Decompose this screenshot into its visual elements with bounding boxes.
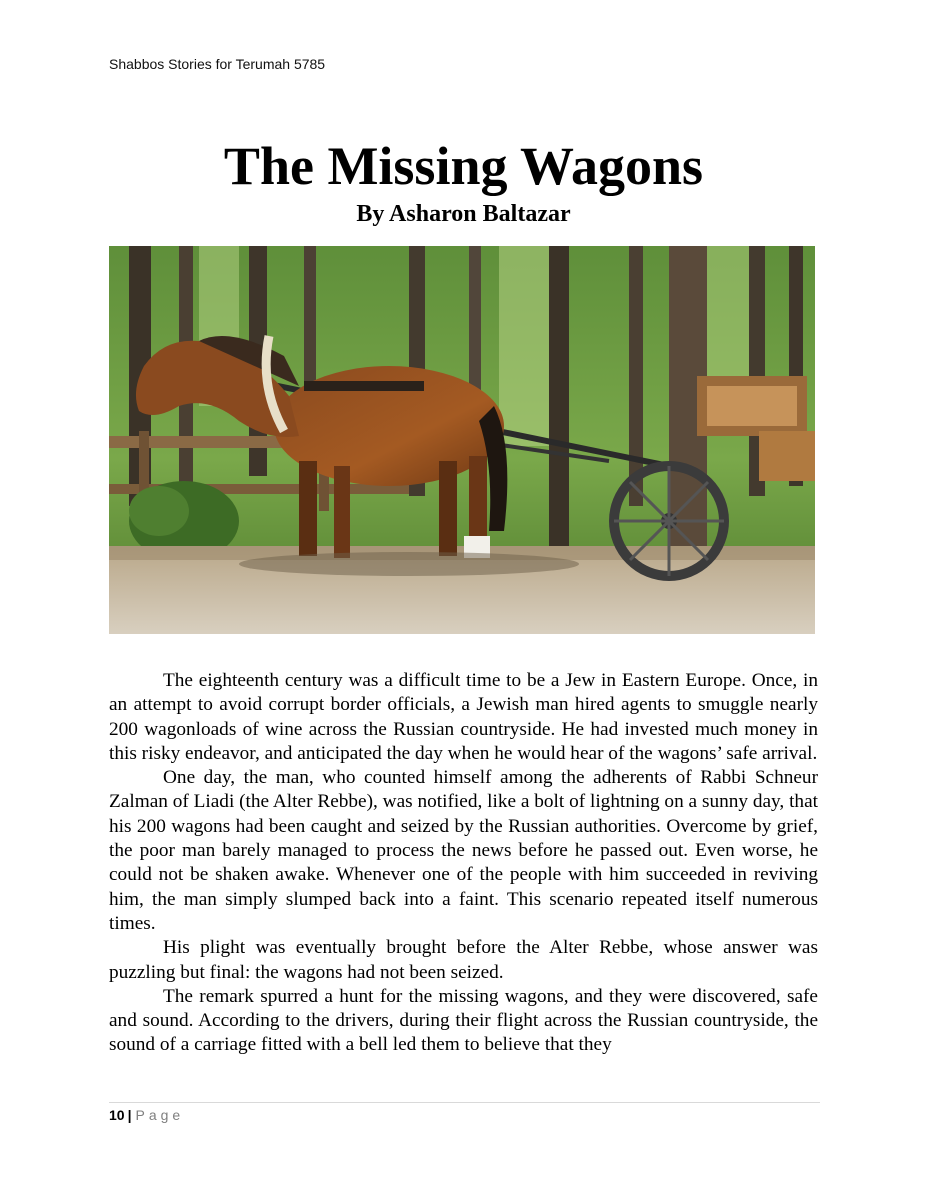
footer-separator: | xyxy=(127,1107,132,1123)
article-byline: By Asharon Baltazar xyxy=(356,201,571,227)
paragraph: His plight was eventually brought before the Alter Rebbe, whose answer was puzzling but final: the wagons had not been seized. xyxy=(109,937,818,983)
article-body xyxy=(109,669,818,1058)
paragraph: One day, the man, who counted himself among the adherents of Rabbi Schneur Zalman of Liadi (the Alter Rebbe), was notified, like a bolt of lightning on a sunny day, that his 200 wagons had been caught and seized by the Russian authorities. Overcome by grief, the poor man barely managed to process the news before he passed out. Even worse, he could not be shaken awake. Whenever one of the people with him succeeded in reviving him, the man simply slumped back into a faint. This scenario repeated itself numerous times. xyxy=(109,767,818,934)
paragraph: The eighteenth century was a difficult time to be a Jew in Eastern Europe. Once, in an attempt to avoid corrupt border officials, a Jewish man hired agents to smuggle nearly 200 wagonloads of wine across the Russian countryside. He had invested much money in this risky endeavor, and anticipated the day when he would hear of the wagons’ safe arrival. xyxy=(109,670,818,764)
page-footer xyxy=(109,1107,184,1123)
horse-carriage-photo xyxy=(109,246,815,634)
page-number: 10 xyxy=(109,1107,125,1123)
article-title: The Missing Wagons xyxy=(223,136,704,196)
footer-divider xyxy=(109,1102,820,1103)
page-label: Page xyxy=(135,1107,185,1123)
paragraph: The remark spurred a hunt for the missing wagons, and they were discovered, safe and sound. According to the drivers, during their flight across the Russian countryside, the sound of a carriage fitted with a bell led them to believe that they xyxy=(109,985,818,1056)
running-header: Shabbos Stories for Terumah 5785 xyxy=(109,56,326,72)
